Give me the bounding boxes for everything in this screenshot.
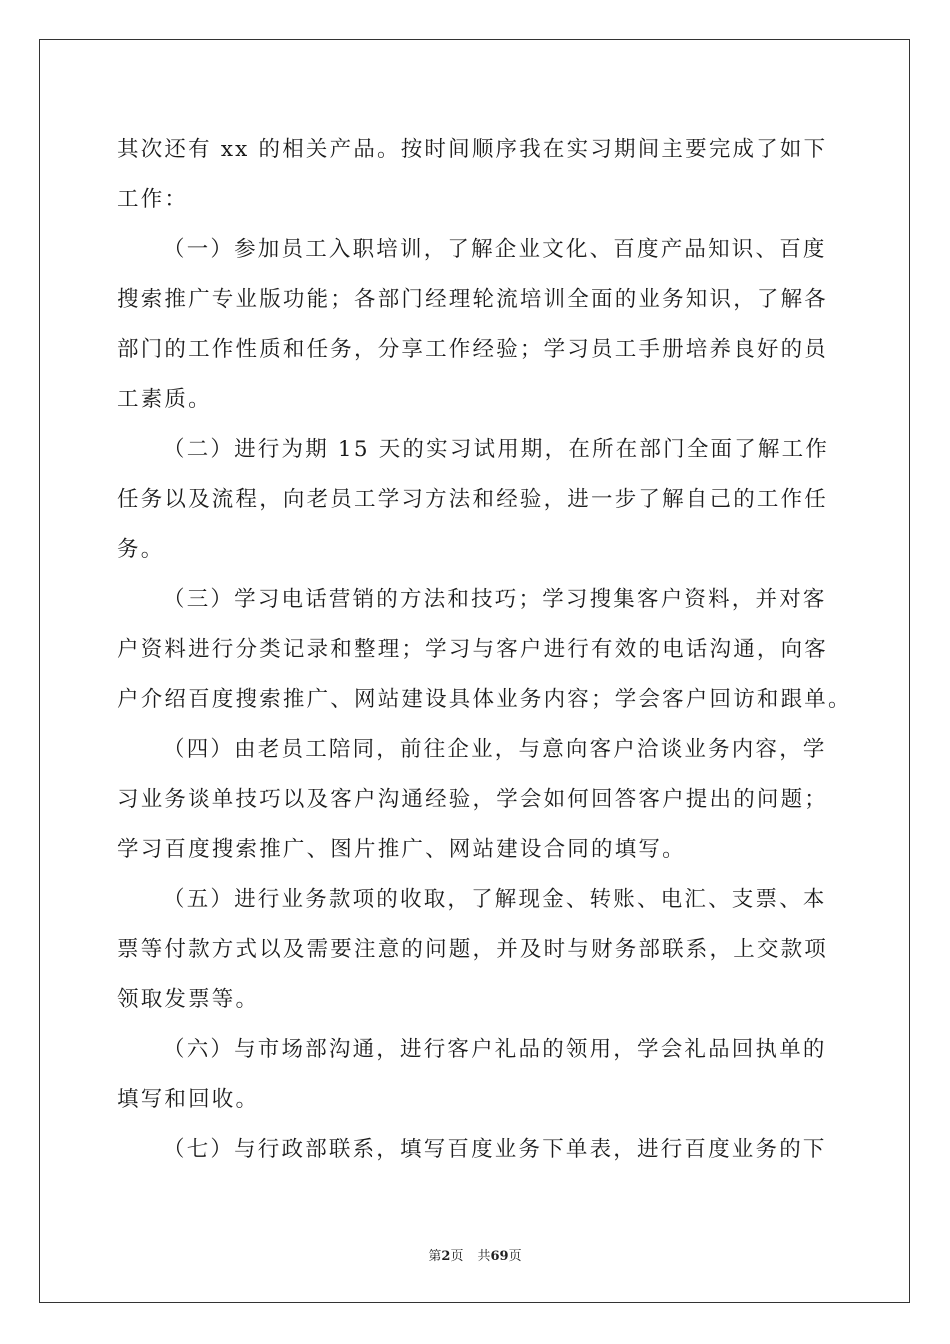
page-number: 2 [441, 1249, 451, 1264]
text-line: 户资料进行分类记录和整理；学习与客户进行有效的电话沟通，向客 [117, 637, 829, 662]
total-prefix: 共 [477, 1249, 491, 1264]
total-pages: 69 [490, 1249, 509, 1264]
text-line: 户介绍百度搜索推广、网站建设具体业务内容；学会客户回访和跟单。 [117, 687, 852, 712]
paragraph-start-line: （二）进行为期 15 天的实习试用期，在所在部门全面了解工作 [163, 437, 830, 462]
paragraph-start-line: （七）与行政部联系，填写百度业务下单表，进行百度业务的下 [163, 1137, 827, 1162]
paragraph-start-line: （六）与市场部沟通，进行客户礼品的领用，学会礼品回执单的 [163, 1037, 827, 1062]
paragraph-start-line: （一）参加员工入职培训，了解企业文化、百度产品知识、百度 [163, 237, 827, 262]
text-line: 工素质。 [117, 387, 212, 412]
total-suffix: 页 [508, 1249, 522, 1264]
text-line: 搜索推广专业版功能；各部门经理轮流培训全面的业务知识，了解各 [117, 287, 829, 312]
text-line: 部门的工作性质和任务，分享工作经验；学习员工手册培养良好的员 [117, 337, 829, 362]
text-line: 学习百度搜索推广、图片推广、网站建设合同的填写。 [117, 837, 686, 862]
paragraph-start-line: （五）进行业务款项的收取，了解现金、转账、电汇、支票、本 [163, 887, 827, 912]
text-line: 任务以及流程，向老员工学习方法和经验，进一步了解自己的工作任 [117, 487, 829, 512]
text-line: 填写和回收。 [117, 1087, 260, 1112]
page-footer [0, 1245, 950, 1264]
text-line: 习业务谈单技巧以及客户沟通经验，学会如何回答客户提出的问题； [117, 787, 829, 812]
paragraph-start-line: （四）由老员工陪同，前往企业，与意向客户洽谈业务内容，学 [163, 737, 827, 762]
page-prefix: 第 [428, 1249, 442, 1264]
text-line: 票等付款方式以及需要注意的问题，并及时与财务部联系，上交款项 [117, 937, 829, 962]
paragraph-start-line: （三）学习电话营销的方法和技巧；学习搜集客户资料，并对客 [163, 587, 827, 612]
text-line: 工作： [117, 187, 189, 212]
page-suffix: 页 [450, 1249, 464, 1264]
text-line: 其次还有 xx 的相关产品。按时间顺序我在实习期间主要完成了如下 [117, 137, 828, 162]
text-line: 领取发票等。 [117, 987, 260, 1012]
document-body [117, 125, 852, 1175]
text-line: 务。 [117, 537, 165, 562]
